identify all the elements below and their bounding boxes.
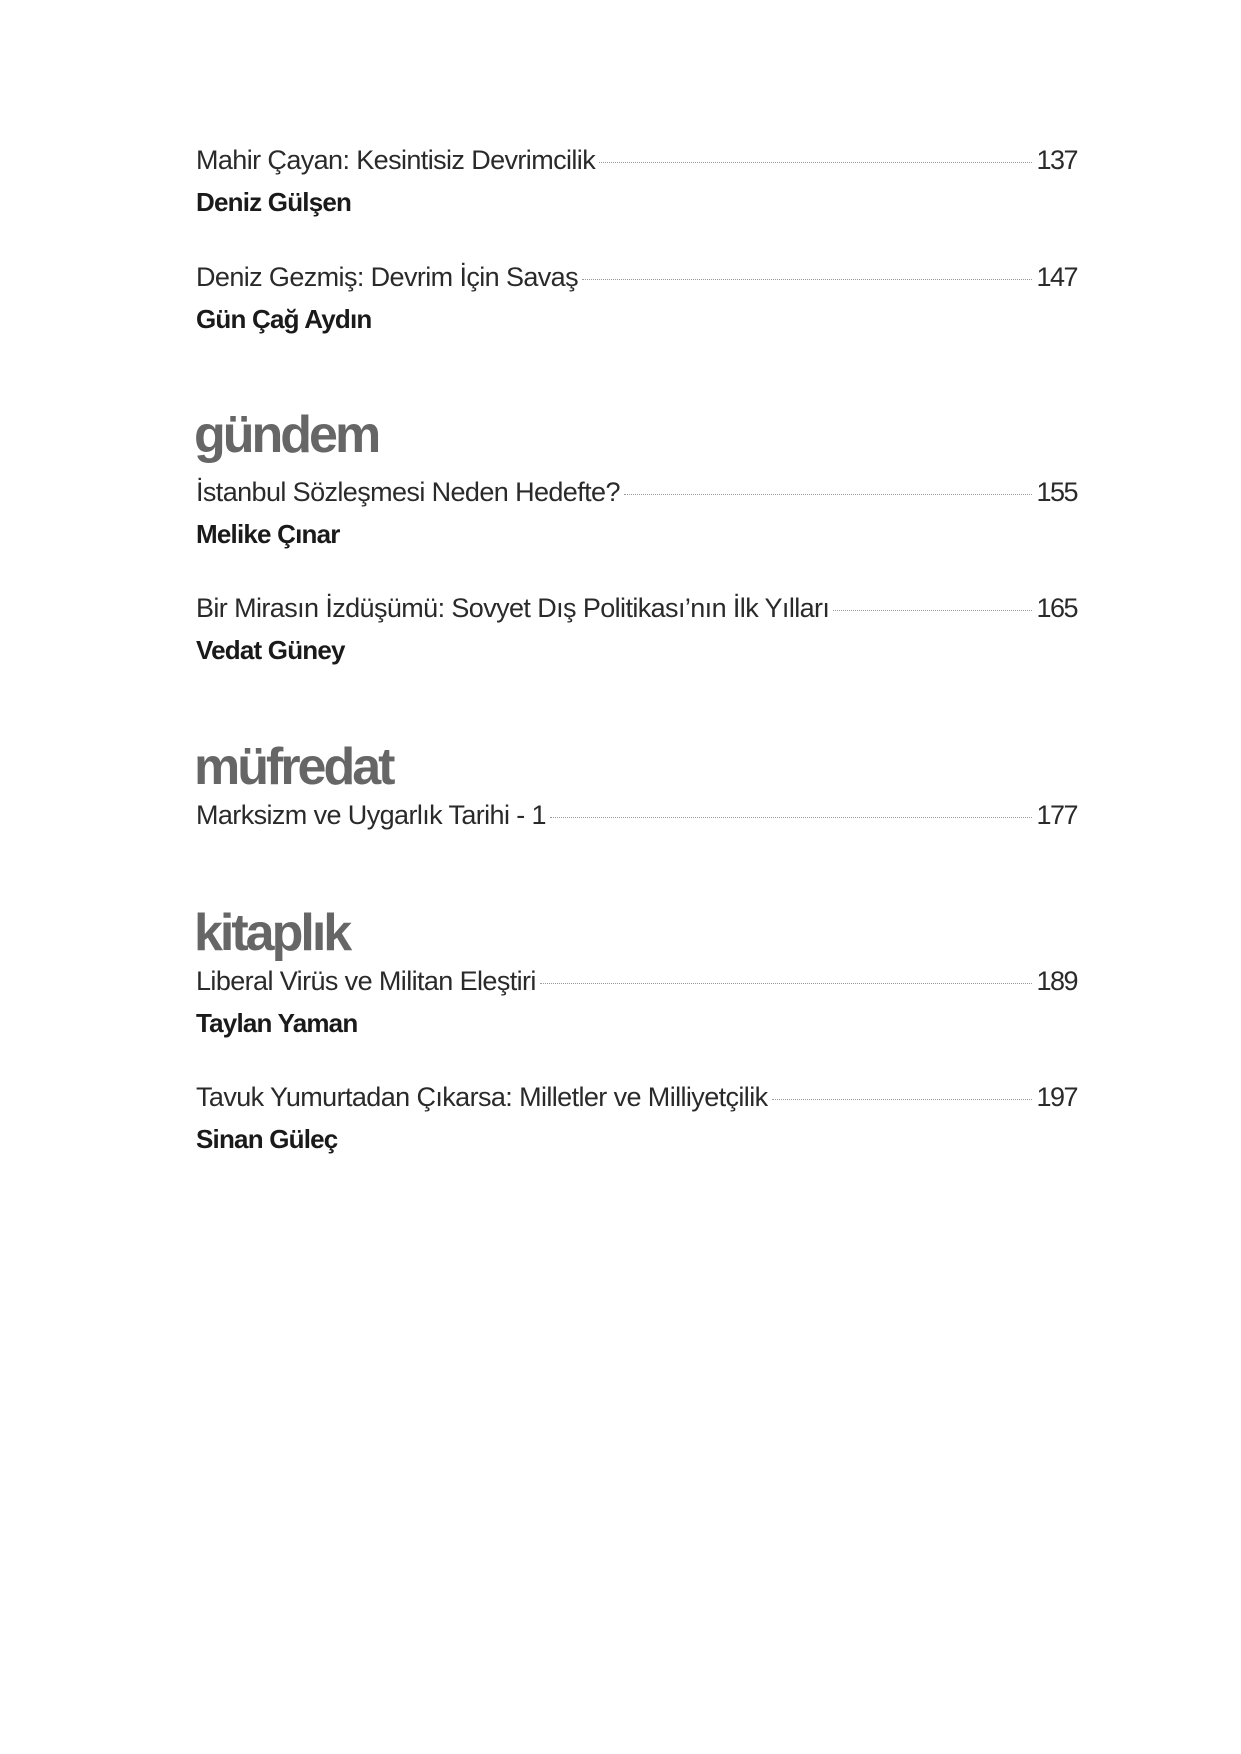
entry-author: Vedat Güney bbox=[196, 635, 345, 665]
toc-entry[interactable] bbox=[196, 145, 1077, 218]
entry-title: Mahir Çayan: Kesintisiz Devrimcilik bbox=[196, 145, 596, 175]
entry-title: Liberal Virüs ve Militan Eleştiri bbox=[196, 966, 536, 996]
page-number: 137 bbox=[1036, 145, 1077, 175]
entry-title: Deniz Gezmiş: Devrim İçin Savaş bbox=[196, 262, 578, 292]
page-number: 189 bbox=[1036, 966, 1077, 996]
dot-leader bbox=[550, 817, 1032, 818]
dot-leader bbox=[772, 1099, 1033, 1100]
dot-leader bbox=[582, 279, 1032, 280]
entry-title: İstanbul Sözleşmesi Neden Hedefte? bbox=[196, 477, 620, 507]
toc-entry[interactable] bbox=[196, 1082, 1077, 1155]
toc-entry[interactable] bbox=[196, 800, 1077, 834]
entry-author: Taylan Yaman bbox=[196, 1008, 358, 1038]
section-heading-mufredat: müfredat bbox=[194, 738, 393, 796]
page-number: 147 bbox=[1036, 262, 1077, 292]
toc-entry[interactable] bbox=[196, 966, 1077, 1039]
entry-author: Gün Çağ Aydın bbox=[196, 304, 372, 334]
entry-title: Marksizm ve Uygarlık Tarihi - 1 bbox=[196, 800, 546, 830]
section-heading-gundem: gündem bbox=[194, 406, 379, 464]
section-heading-kitaplik: kitaplık bbox=[194, 904, 350, 962]
entry-author: Sinan Güleç bbox=[196, 1124, 338, 1154]
dot-leader bbox=[540, 983, 1033, 984]
toc-entry[interactable] bbox=[196, 477, 1077, 550]
page-number: 177 bbox=[1036, 800, 1077, 830]
dot-leader bbox=[599, 162, 1032, 163]
page-number: 197 bbox=[1036, 1082, 1077, 1112]
page-number: 165 bbox=[1036, 593, 1077, 623]
page-number: 155 bbox=[1036, 477, 1077, 507]
dot-leader bbox=[833, 610, 1032, 611]
toc-entry[interactable] bbox=[196, 262, 1077, 335]
entry-title: Bir Mirasın İzdüşümü: Sovyet Dış Politikası’nın İlk Yılları bbox=[196, 593, 830, 623]
entry-title: Tavuk Yumurtadan Çıkarsa: Milletler ve Milliyetçilik bbox=[196, 1082, 768, 1112]
toc-entry[interactable] bbox=[196, 593, 1077, 666]
entry-author: Deniz Gülşen bbox=[196, 187, 352, 217]
dot-leader bbox=[624, 494, 1033, 495]
entry-author: Melike Çınar bbox=[196, 519, 340, 549]
